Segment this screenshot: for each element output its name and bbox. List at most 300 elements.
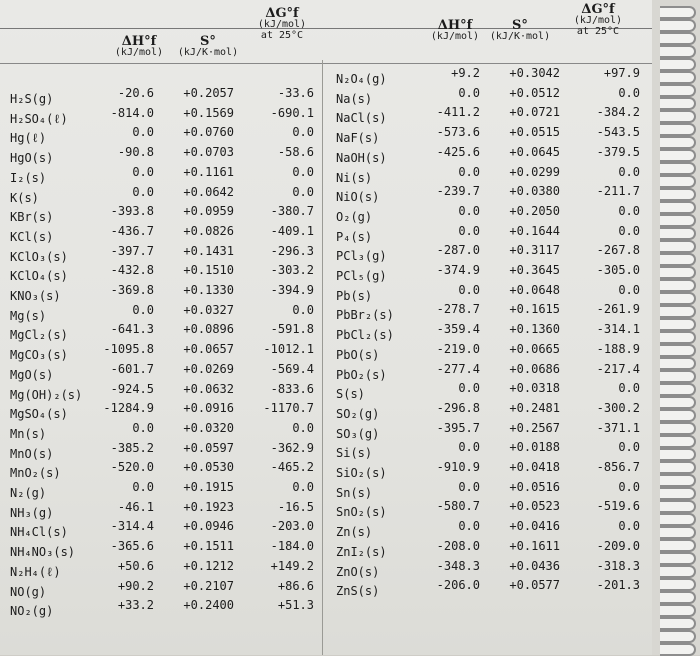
gibbs-value: -188.9 (596, 341, 640, 356)
table-row (10, 382, 320, 402)
table-row (10, 204, 320, 224)
enthalpy-value: 0.0 (458, 479, 480, 494)
enthalpy-value: 0.0 (132, 125, 154, 140)
gibbs-value: -211.7 (596, 184, 640, 199)
spiral-coil (660, 45, 696, 58)
enthalpy-value: -239.7 (436, 184, 480, 199)
compound-name: ZnI₂(s) (336, 544, 387, 559)
spiral-coil (660, 617, 696, 630)
table-row (336, 145, 646, 165)
gibbs-value: -201.3 (596, 578, 640, 593)
gibbs-value: -1012.1 (263, 342, 314, 357)
spiral-coil (660, 435, 696, 448)
entropy-value: +0.0648 (509, 282, 560, 297)
entropy-value: +0.0657 (183, 342, 234, 357)
entropy-value: +0.1915 (183, 480, 234, 494)
spiral-coil (660, 149, 696, 162)
enthalpy-value: -641.3 (110, 322, 154, 337)
entropy-value: +0.0512 (509, 85, 560, 100)
gibbs-value: -362.9 (270, 440, 314, 455)
entropy-value: +0.2050 (509, 203, 560, 218)
spiral-coil (660, 357, 696, 370)
gibbs-value: -314.1 (596, 322, 640, 337)
table-row (336, 322, 646, 342)
gibbs-value: 0.0 (292, 125, 314, 140)
enthalpy-value: 0.0 (132, 480, 154, 494)
table-row (10, 283, 320, 303)
gibbs-value: -384.2 (596, 105, 640, 120)
enthalpy-value: 0.0 (458, 519, 480, 534)
spiral-coil (660, 71, 696, 84)
gibbs-value: -569.4 (270, 361, 314, 376)
compound-name: Pb(s) (336, 288, 373, 303)
enthalpy-value: -219.0 (436, 341, 480, 356)
spiral-coil (660, 110, 696, 123)
entropy-value: +0.3117 (509, 243, 560, 258)
spiral-coil (660, 643, 696, 656)
spiral-coil (660, 214, 696, 227)
enthalpy-value: 0.0 (132, 184, 154, 199)
spiral-coil (660, 578, 696, 591)
spiral-coil (660, 305, 696, 318)
compound-name: KNO₃(s) (10, 289, 61, 303)
compound-name: MgCO₃(s) (10, 348, 68, 363)
entropy-value: +0.0577 (509, 578, 560, 593)
table-row (10, 579, 320, 599)
compound-name: ZnS(s) (336, 584, 380, 599)
gibbs-value: -16.5 (277, 499, 314, 514)
entropy-value: +0.1511 (183, 539, 234, 554)
left-header-dH: ΔH°f (kJ/mol) (114, 34, 164, 58)
gibbs-value: 0.0 (292, 302, 314, 317)
table-row (336, 401, 646, 421)
spiral-coil (660, 279, 696, 292)
entropy-value: +0.0515 (509, 125, 560, 140)
table-row (10, 559, 320, 579)
entropy-value: +0.0269 (183, 361, 234, 376)
spiral-coil (660, 383, 696, 396)
spiral-coil (660, 240, 696, 253)
spiral-coil (660, 227, 696, 240)
spiral-coil (660, 318, 696, 331)
table-row (336, 204, 646, 224)
entropy-value: +0.3042 (509, 66, 560, 80)
table-row (336, 499, 646, 519)
table-row (10, 224, 320, 244)
gibbs-value: -300.2 (596, 400, 640, 415)
gibbs-value: -261.9 (596, 302, 640, 317)
compound-name: MnO₂(s) (10, 466, 61, 481)
enthalpy-value: 0.0 (458, 282, 480, 297)
enthalpy-value: -20.6 (117, 86, 154, 100)
table-row (10, 342, 320, 362)
enthalpy-value: -397.7 (110, 243, 154, 258)
enthalpy-value: -393.8 (110, 204, 154, 219)
entropy-value: +0.0416 (509, 519, 560, 534)
enthalpy-value: -580.7 (436, 499, 480, 514)
entropy-value: +0.2481 (509, 400, 560, 415)
table-row (336, 66, 646, 86)
compound-name: KClO₃(s) (10, 249, 68, 264)
spiral-coil (660, 565, 696, 578)
entropy-value: +0.2567 (509, 420, 560, 435)
entropy-value: +0.0916 (183, 401, 234, 416)
enthalpy-value: +33.2 (117, 598, 154, 613)
spiral-coil (660, 253, 696, 266)
table-row (10, 106, 320, 126)
entropy-value: +0.1161 (183, 164, 234, 179)
gibbs-value: -303.2 (270, 263, 314, 278)
enthalpy-value: 0.0 (132, 302, 154, 317)
compound-name: ZnO(s) (336, 564, 380, 579)
gibbs-value: 0.0 (618, 164, 640, 179)
enthalpy-value: -411.2 (436, 105, 480, 120)
gibbs-value: -519.6 (596, 499, 640, 514)
entropy-value: +0.2400 (183, 598, 234, 613)
spiral-coil (660, 630, 696, 643)
entropy-value: +0.0642 (183, 184, 234, 199)
entropy-value: +0.1330 (183, 283, 234, 297)
table-row (10, 441, 320, 461)
enthalpy-value: -314.4 (110, 519, 154, 534)
enthalpy-value: 0.0 (458, 164, 480, 179)
table-row (10, 362, 320, 382)
table-row (336, 302, 646, 322)
gibbs-value: -296.3 (270, 243, 314, 258)
gibbs-value: +51.3 (277, 598, 314, 613)
gibbs-value: -409.1 (270, 223, 314, 238)
gibbs-value: -209.0 (596, 538, 640, 553)
table-row (10, 165, 320, 185)
enthalpy-value: -425.6 (436, 144, 480, 159)
enthalpy-value: 0.0 (458, 203, 480, 218)
gibbs-value: -856.7 (596, 460, 640, 474)
compound-name: Zn(s) (336, 525, 373, 540)
spiral-coil (660, 97, 696, 110)
entropy-value: +0.0632 (183, 381, 234, 396)
entropy-value: +0.0645 (509, 144, 560, 159)
spiral-coil (660, 513, 696, 526)
compound-name: NiO(s) (336, 190, 380, 205)
enthalpy-value: 0.0 (458, 223, 480, 238)
entropy-value: +0.0665 (509, 341, 560, 356)
compound-name: Si(s) (336, 446, 373, 461)
table-row (10, 480, 320, 500)
compound-name: NH₄Cl(s) (10, 525, 68, 540)
compound-name: NaF(s) (336, 131, 380, 146)
compound-name: S(s) (336, 387, 365, 402)
gibbs-value: 0.0 (618, 85, 640, 100)
entropy-value: +0.0959 (183, 204, 234, 219)
spiral-coil (660, 136, 696, 149)
table-row (336, 283, 646, 303)
entropy-value: +0.1360 (509, 322, 560, 337)
compound-name: H₂S(g) (10, 92, 54, 106)
gibbs-value: 0.0 (618, 381, 640, 396)
gibbs-value: 0.0 (618, 282, 640, 297)
enthalpy-value: -206.0 (436, 578, 480, 593)
compound-name: PbBr₂(s) (336, 308, 394, 323)
gibbs-value: -305.0 (596, 263, 640, 277)
compound-name: Ni(s) (336, 170, 373, 185)
gibbs-value: -217.4 (596, 361, 640, 376)
table-row (336, 440, 646, 460)
spiral-coil (660, 487, 696, 500)
spiral-coil (660, 448, 696, 461)
compound-name: SnO₂(s) (336, 505, 387, 520)
enthalpy-value: +90.2 (117, 578, 154, 593)
spiral-coil (660, 188, 696, 201)
entropy-value: +0.0530 (183, 460, 234, 475)
entropy-value: +0.0523 (509, 499, 560, 514)
spiral-coil (660, 500, 696, 513)
table-row (336, 342, 646, 362)
table-row (336, 539, 646, 559)
table-row (10, 86, 320, 106)
gibbs-value: -33.6 (277, 86, 314, 100)
table-row (10, 322, 320, 342)
enthalpy-value: -296.8 (436, 400, 480, 415)
compound-name: Mg(OH)₂(s) (10, 387, 83, 402)
enthalpy-value: -277.4 (436, 361, 480, 376)
enthalpy-value: -1284.9 (103, 401, 154, 416)
table-row (336, 125, 646, 145)
compound-name: Na(s) (336, 91, 373, 106)
compound-name: I₂(s) (10, 170, 47, 185)
spiral-coil (660, 422, 696, 435)
table-row (336, 460, 646, 480)
left-header-dG: ΔG°f (kJ/mol) at 25°C (257, 6, 307, 41)
spiral-coil (660, 84, 696, 97)
compound-name: NO₂(g) (10, 604, 54, 619)
compound-name: Hg(ℓ) (10, 131, 47, 146)
entropy-value: +0.1923 (183, 499, 234, 514)
gibbs-value: -203.0 (270, 519, 314, 534)
gibbs-value: +86.6 (277, 578, 314, 593)
table-row (336, 559, 646, 579)
gibbs-value: 0.0 (292, 184, 314, 199)
compound-name: NaCl(s) (336, 111, 387, 126)
compound-name: SO₃(g) (336, 426, 380, 441)
gibbs-value: 0.0 (618, 479, 640, 494)
spiral-coil (660, 344, 696, 357)
table-row (10, 303, 320, 323)
spiral-coil (660, 175, 696, 188)
enthalpy-value: 0.0 (132, 164, 154, 179)
spiral-coil (660, 162, 696, 175)
spiral-coil (660, 604, 696, 617)
spiral-coil (660, 591, 696, 604)
table-row (336, 263, 646, 283)
gibbs-value: -833.6 (270, 381, 314, 396)
compound-name: MnO(s) (10, 446, 54, 461)
table-row (336, 86, 646, 106)
gibbs-value: -318.3 (596, 558, 640, 573)
spiral-coil (660, 266, 696, 279)
entropy-value: +0.0418 (509, 460, 560, 474)
gibbs-value: -379.5 (596, 144, 640, 159)
spiral-coil (660, 32, 696, 45)
table-row (336, 480, 646, 500)
enthalpy-value: -348.3 (436, 558, 480, 573)
gibbs-value: 0.0 (618, 440, 640, 455)
enthalpy-value: -814.0 (110, 105, 154, 120)
enthalpy-value: -208.0 (436, 538, 480, 553)
enthalpy-value: -601.7 (110, 361, 154, 376)
entropy-value: +0.0380 (509, 184, 560, 199)
table-row (10, 185, 320, 205)
table-row (336, 165, 646, 185)
enthalpy-value: 0.0 (458, 85, 480, 100)
spiral-coil (660, 370, 696, 383)
gibbs-value: -591.8 (270, 322, 314, 337)
spiral-coil (660, 474, 696, 487)
gibbs-value: -690.1 (270, 105, 314, 120)
enthalpy-value: -910.9 (436, 460, 480, 474)
entropy-value: +0.1611 (509, 538, 560, 553)
enthalpy-value: -278.7 (436, 302, 480, 317)
entropy-value: +0.0436 (509, 558, 560, 573)
table-row (10, 539, 320, 559)
entropy-value: +0.1615 (509, 302, 560, 317)
enthalpy-value: -287.0 (436, 243, 480, 258)
right-header-dH: ΔH°f (kJ/mol) (430, 18, 480, 42)
entropy-value: +0.1212 (183, 558, 234, 573)
table-row (336, 519, 646, 539)
enthalpy-value: -1095.8 (103, 342, 154, 357)
gibbs-value: -184.0 (270, 539, 314, 554)
table-row (336, 224, 646, 244)
entropy-value: +0.0516 (509, 479, 560, 494)
entropy-value: +0.0318 (509, 381, 560, 396)
gibbs-value: +97.9 (603, 66, 640, 80)
compound-name: KClO₄(s) (10, 269, 68, 284)
table-row (336, 362, 646, 382)
compound-name: NaOH(s) (336, 150, 387, 165)
table-row (336, 381, 646, 401)
table-row (336, 243, 646, 263)
entropy-value: +0.0896 (183, 322, 234, 337)
compound-name: Mg(s) (10, 308, 47, 323)
compound-name: NO(g) (10, 584, 47, 599)
enthalpy-value: +50.6 (117, 558, 154, 573)
enthalpy-value: -369.8 (110, 283, 154, 297)
entropy-value: +0.2057 (183, 86, 234, 100)
enthalpy-value: -90.8 (117, 145, 154, 160)
table-row (10, 401, 320, 421)
gibbs-value: -58.6 (277, 145, 314, 160)
compound-name: PCl₅(g) (336, 269, 387, 283)
compound-name: O₂(g) (336, 209, 373, 224)
gibbs-value: -394.9 (270, 283, 314, 297)
gibbs-value: 0.0 (292, 420, 314, 435)
compound-name: KCl(s) (10, 229, 54, 244)
table-row (10, 145, 320, 165)
compound-name: PbCl₂(s) (336, 328, 394, 343)
gibbs-value: -380.7 (270, 204, 314, 219)
enthalpy-value: -385.2 (110, 440, 154, 455)
table-row (10, 125, 320, 145)
entropy-value: +0.0826 (183, 223, 234, 238)
right-header-S: S° (kJ/K·mol) (489, 18, 551, 42)
compound-name: P₄(s) (336, 229, 373, 244)
entropy-value: +0.2107 (183, 578, 234, 593)
compound-name: PbO(s) (336, 347, 380, 362)
table-row (10, 519, 320, 539)
enthalpy-value: -46.1 (117, 499, 154, 514)
gibbs-value: 0.0 (292, 164, 314, 179)
entropy-value: +0.0299 (509, 164, 560, 179)
table-row (10, 460, 320, 480)
spiral-coil (660, 331, 696, 344)
compound-name: Mn(s) (10, 426, 47, 441)
entropy-value: +0.0703 (183, 145, 234, 160)
enthalpy-value: -359.4 (436, 322, 480, 337)
entropy-value: +0.0686 (509, 361, 560, 376)
enthalpy-value: -573.6 (436, 125, 480, 140)
column-divider (322, 60, 323, 655)
compound-name: PCl₃(g) (336, 249, 387, 264)
enthalpy-value: 0.0 (458, 381, 480, 396)
enthalpy-value: -395.7 (436, 420, 480, 435)
spiral-coil (660, 552, 696, 565)
entropy-value: +0.0320 (183, 420, 234, 435)
spiral-coil (660, 539, 696, 552)
enthalpy-value: +9.2 (451, 66, 480, 80)
compound-name: N₂O₄(g) (336, 72, 387, 86)
compound-name: K(s) (10, 190, 39, 205)
compound-name: SiO₂(s) (336, 466, 387, 480)
table-row (10, 598, 320, 618)
entropy-value: +0.1569 (183, 105, 234, 120)
compound-name: N₂H₄(ℓ) (10, 564, 61, 579)
spiral-coil (660, 19, 696, 32)
table-row (10, 244, 320, 264)
gibbs-value: 0.0 (292, 480, 314, 494)
spiral-coil (660, 201, 696, 214)
table-row (10, 500, 320, 520)
gibbs-value: 0.0 (618, 519, 640, 534)
gibbs-value: 0.0 (618, 203, 640, 218)
spiral-coil (660, 526, 696, 539)
entropy-value: +0.0597 (183, 440, 234, 455)
gibbs-value: -267.8 (596, 243, 640, 258)
enthalpy-value: -374.9 (436, 263, 480, 277)
compound-name: MgSO₄(s) (10, 407, 68, 422)
entropy-value: +0.0188 (509, 440, 560, 455)
enthalpy-value: -365.6 (110, 539, 154, 554)
spiral-coil (660, 6, 696, 19)
table-row (336, 184, 646, 204)
notebook-spiral (652, 0, 700, 655)
enthalpy-value: 0.0 (458, 440, 480, 455)
compound-name: N₂(g) (10, 486, 47, 500)
entropy-value: +0.1644 (509, 223, 560, 238)
compound-name: H₂SO₄(ℓ) (10, 111, 68, 126)
table-row (336, 105, 646, 125)
spiral-coil (660, 58, 696, 71)
entropy-value: +0.3645 (509, 263, 560, 277)
spiral-coil (660, 409, 696, 422)
header-bottom-rule (0, 63, 652, 64)
table-row (10, 263, 320, 283)
enthalpy-value: -520.0 (110, 460, 154, 475)
entropy-value: +0.1431 (183, 243, 234, 258)
compound-name: KBr(s) (10, 210, 54, 225)
compound-name: SO₂(g) (336, 406, 380, 421)
entropy-value: +0.0721 (509, 105, 560, 120)
spiral-coil (660, 292, 696, 305)
